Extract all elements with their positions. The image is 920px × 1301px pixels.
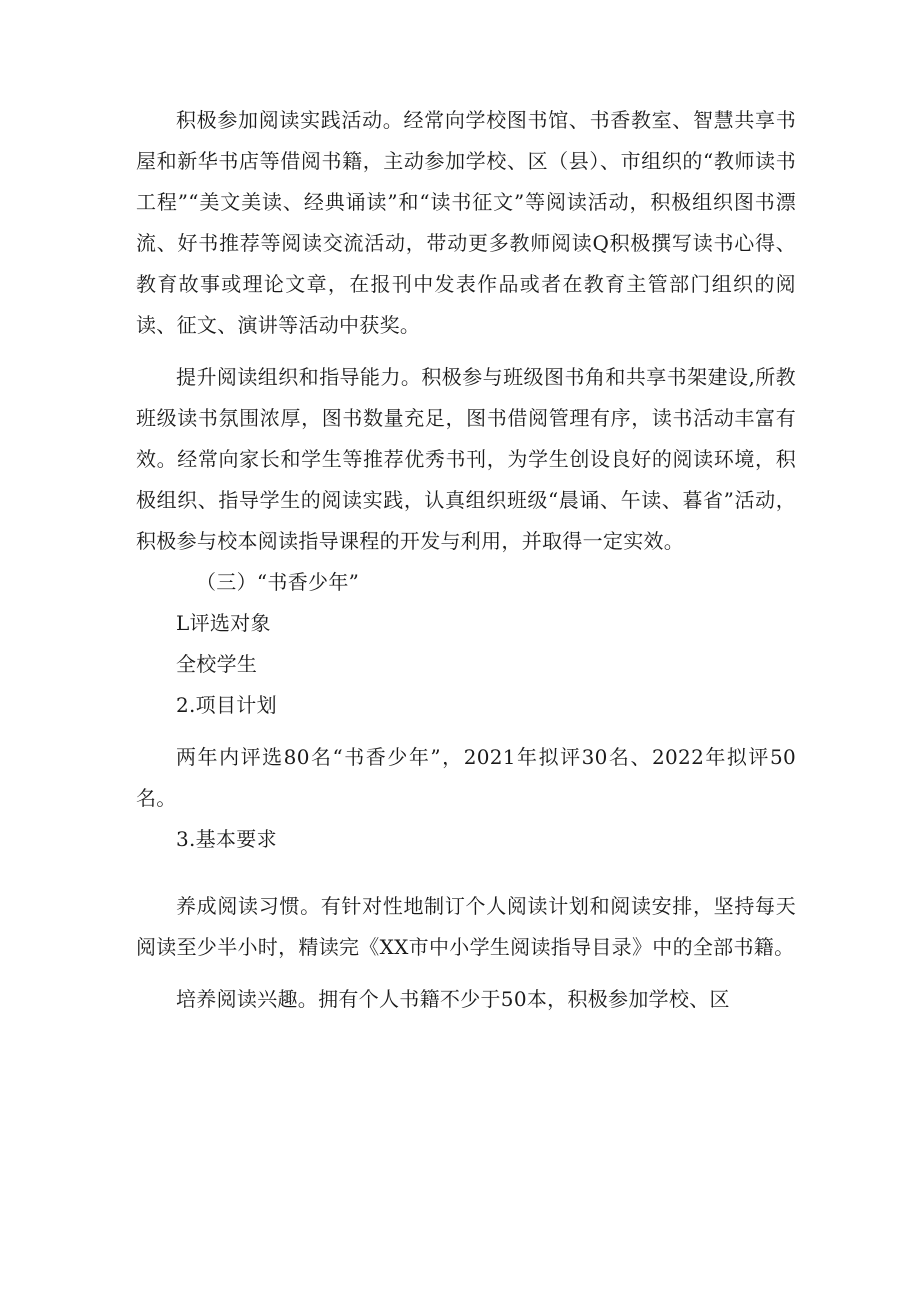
item1-heading: L评选对象: [176, 611, 271, 635]
item2-heading: 2.项目计划: [176, 693, 277, 717]
document-body: [136, 100, 796, 1020]
item1-text: 全校学生: [176, 652, 258, 676]
section-title: （三）“书香少年”: [196, 570, 360, 594]
paragraph-reading-interest: 培养阅读兴趣。拥有个人书籍不少于50本，积极参加学校、区: [176, 987, 730, 1011]
paragraph-reading-guidance: 提升阅读组织和指导能力。积极参与班级图书角和共享书架建设,所教班级读书氛围浓厚，图书数量充足，图书借阅管理有序，读书活动丰富有效。经常向家长和学生等推荐优秀书刊，为学生创设良好的阅读环境，积极组织、指导学生的阅读实践，认真组织班级“晨诵、午读、暮省”活动，积极参与校本阅读指导课程的开发与利用，并取得一定实效。: [136, 365, 796, 553]
paragraph-reading-habit: 养成阅读习惯。有针对性地制订个人阅读计划和阅读安排，坚持每天阅读至少半小时，精读完《XX市中小学生阅读指导目录》中的全部书籍。: [136, 894, 796, 959]
item2-text: 两年内评选80名“书香少年”，2021年拟评30名、2022年拟评50名。: [136, 745, 796, 810]
item3-heading: 3.基本要求: [176, 827, 277, 851]
paragraph-reading-practice: 积极参加阅读实践活动。经常向学校图书馆、书香教室、智慧共享书屋和新华书店等借阅书籍，主动参加学校、区（县）、市组织的“教师读书工程”“美文美读、经典诵读”和“读书征文”等阅读活动，积极组织图书漂流、好书推荐等阅读交流活动，带动更多教师阅读Q积极撰写读书心得、教育故事或理论文章，在报刊中发表作品或者在教育主管部门组织的阅读、征文、演讲等活动中获奖。: [136, 108, 796, 337]
